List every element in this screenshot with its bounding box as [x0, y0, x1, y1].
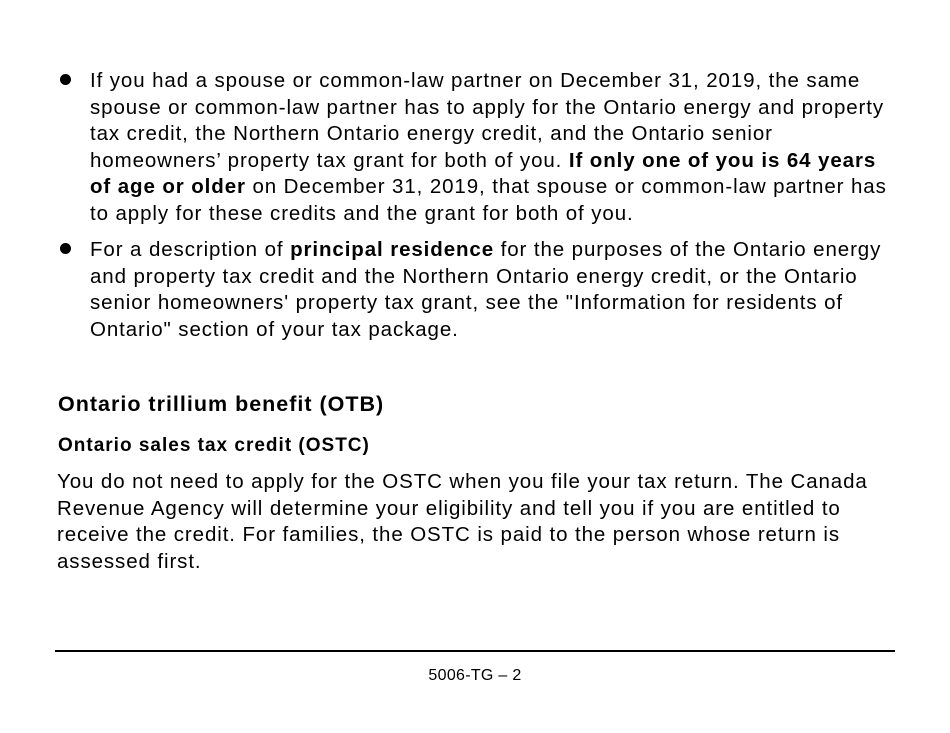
- footer-divider: [55, 650, 895, 652]
- bullet-text-before: For a description of: [90, 238, 291, 261]
- bullet-text-bold: If only one of you is 64 years of age or older: [90, 148, 877, 198]
- bullet-list: [58, 68, 898, 353]
- bullet-dot-icon: [60, 243, 71, 254]
- section-heading-otb: Ontario trillium benefit (OTB): [58, 392, 385, 416]
- ostc-paragraph: You do not need to apply for the OSTC when you file your tax return. The Canada Revenue Agency will determine your eligibility and tell you if you are entitled to receive the credit. For families, the OSTC is paid to the person whose return is assessed first.: [57, 470, 868, 573]
- bullet-text-after: on December 31, 2019, that spouse or common-law partner has to apply for these credits and the grant for both of you.: [90, 175, 887, 225]
- bullet-item-spouse: [58, 68, 898, 227]
- bullet-item-principal-residence: [58, 237, 898, 343]
- bullet-text-before: If you had a spouse or common-law partner on December 31, 2019, the same spouse or common-law partner has to apply for the Ontario energy and property tax credit, the Northern Ontario energy credit, and the Ontario senior homeowners’ property tax grant for both of you.: [90, 69, 885, 172]
- form-code: 5006-TG – 2: [428, 667, 522, 684]
- subheading-ostc: Ontario sales tax credit (OSTC): [58, 435, 370, 456]
- bullet-text-bold: principal residence: [290, 238, 495, 261]
- bullet-text-after: for the purposes of the Ontario energy and property tax credit and the Northern Ontario energy credit, or the Ontario senior homeowners' property tax grant, see the "Information for residents of Ontario" section of your tax package.: [90, 238, 882, 341]
- bullet-dot-icon: [60, 74, 71, 85]
